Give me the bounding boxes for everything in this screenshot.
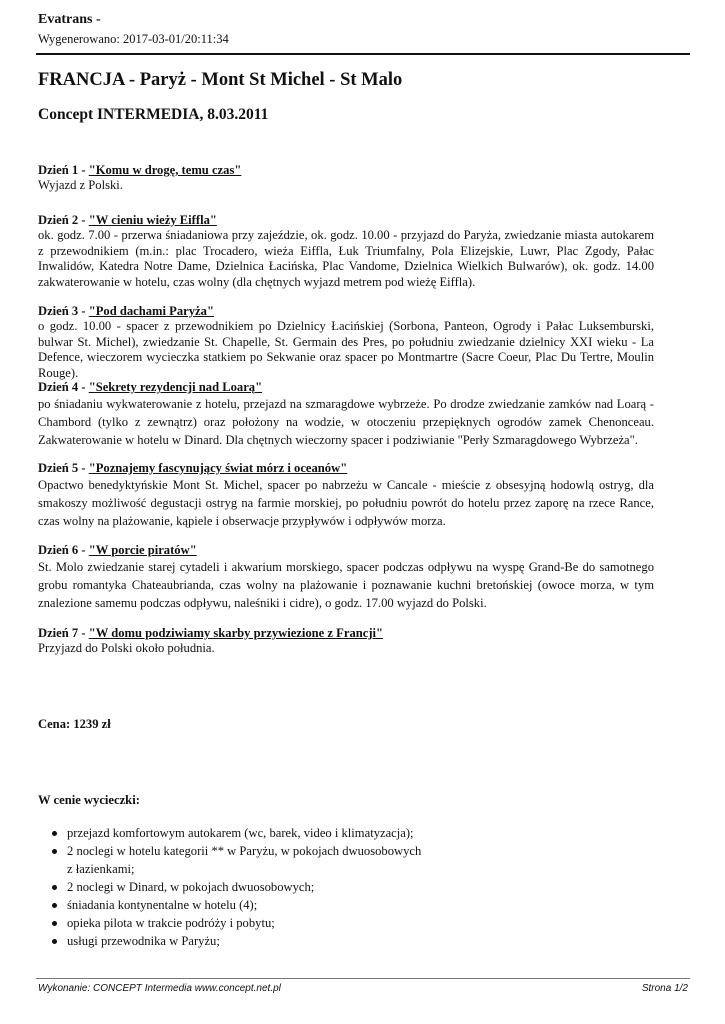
- list-item-text: śniadania kontynentalne w hotelu (4);: [67, 897, 258, 912]
- day-description: po śniadaniu wykwaterowanie z hotelu, przejazd na szmaragdowe wybrzeże. Po drodze zwiedzanie zamków nad Loarą - Chambord (tylko z zewnątrz) oraz położony na wodzie, w otoczeniu przepięknych ogrodów zamek Chenonceau. Zakwaterowanie w hotelu w Dinard. Dla chętnych wieczorny spacer i podziwianie "Perły Szmaragdowego Wybrzeża".: [38, 397, 654, 448]
- footer-credit: Wykonanie: CONCEPT Intermedia www.concept.net.pl: [38, 983, 281, 994]
- day-heading: [38, 461, 654, 476]
- day-label: Dzień 7 -: [38, 626, 89, 640]
- list-item: [50, 933, 430, 951]
- day-description: Wyjazd z Polski.: [38, 178, 123, 193]
- day-7-section: [38, 626, 654, 657]
- price: Cena: 1239 zł: [38, 717, 111, 731]
- day-heading: [38, 163, 654, 178]
- day-4-section: [38, 380, 654, 449]
- footer-divider: [36, 978, 690, 979]
- day-name: "W porcie piratów": [88, 543, 197, 557]
- bullet-icon: [52, 885, 57, 890]
- day-2-section: [38, 213, 654, 290]
- day-name: "Komu w drogę, temu czas": [88, 163, 242, 177]
- day-heading: [38, 380, 654, 395]
- day-heading: [38, 213, 654, 228]
- day-heading: [38, 626, 654, 641]
- bullet-icon: [52, 939, 57, 944]
- day-description: St. Molo zwiedzanie starej cytadeli i akwarium morskiego, spacer podczas odpływu na wyspę Grand-Be do samotnego grobu romantyka Chateaubrianda, czas wolny na plażowanie i poznawanie kuchni bretońskiej (owoce morza, w tym znalezione samemu podczas odpływu, naleśniki i cidre), o godz. 17.00 wyjazd do Polski.: [38, 560, 654, 611]
- bullet-icon: [52, 921, 57, 926]
- day-label: Dzień 3 -: [38, 304, 89, 318]
- day-label: Dzień 4 -: [38, 380, 89, 394]
- day-description: o godz. 10.00 - spacer z przewodnikiem po Dzielnicy Łacińskiej (Sorbona, Panteon, Ogrody i Pałac Luksemburski, bulwar St. Michel), zwiedzanie St. Chapelle, St. Germain des Pres, po południu zwiedzanie dzielnicy XXI wieku - La Defence, wieczorem wycieczka statkiem po Sekwanie oraz spacer po Montmartre (Sacre Coeur, Plac Du Tertre, Moulin Rouge).: [38, 319, 654, 380]
- day-label: Dzień 6 -: [38, 543, 89, 557]
- header-divider: [36, 53, 690, 55]
- day-heading: [38, 543, 654, 558]
- day-label: Dzień 5 -: [38, 461, 89, 475]
- list-item-text: 2 noclegi w Dinard, w pokojach dwuosobowych;: [67, 879, 315, 894]
- day-label: Dzień 2 -: [38, 213, 89, 227]
- company-name: Evatrans -: [38, 12, 101, 27]
- day-3-section: [38, 304, 654, 381]
- list-item: [50, 915, 430, 933]
- list-item: [50, 897, 430, 915]
- bullet-icon: [52, 831, 57, 836]
- day-1-section: [38, 163, 654, 194]
- page-subtitle: Concept INTERMEDIA, 8.03.2011: [38, 106, 269, 123]
- list-item-text: usługi przewodnika w Paryżu;: [67, 933, 220, 948]
- day-name: "Sekrety rezydencji nad Loarą": [88, 380, 263, 394]
- list-item-text: przejazd komfortowym autokarem (wc, barek, video i klimatyzacja);: [67, 826, 414, 840]
- list-item: [50, 843, 430, 878]
- day-label: Dzień 1 -: [38, 163, 89, 177]
- bullet-icon: [52, 849, 57, 854]
- includes-heading: W cenie wycieczki:: [38, 793, 140, 807]
- bullet-icon: [52, 903, 57, 908]
- day-name: "Poznajemy fascynujący świat mórz i oceanów": [88, 461, 348, 475]
- day-heading: [38, 304, 654, 319]
- day-name: "W cieniu wieży Eiffla": [88, 213, 217, 227]
- day-description: Przyjazd do Polski około południa.: [38, 641, 215, 656]
- page-number: Strona 1/2: [641, 983, 688, 994]
- list-item: [50, 879, 430, 897]
- list-item-text: 2 noclegi w hotelu kategorii ** w Paryżu, w pokojach dwuosobowych z łazienkami;: [67, 844, 422, 876]
- day-name: "W domu podziwiamy skarby przywiezione z Francji": [88, 626, 384, 640]
- list-item-text: opieka pilota w trakcie podróży i pobytu;: [67, 915, 275, 930]
- day-name: "Pod dachami Paryża": [88, 304, 214, 318]
- day-5-section: [38, 461, 654, 530]
- day-6-section: [38, 543, 654, 612]
- list-item: [50, 825, 430, 843]
- includes-list: [50, 825, 430, 951]
- day-description: ok. godz. 7.00 - przerwa śniadaniowa przy zajeździe, ok. godz. 10.00 - przyjazd do Paryża, zwiedzanie miasta autokarem z przewodnikiem (m.in.: plac Trocadero, wieża Eiffla, Łuk Triumfalny, Pola Elizejskie, Luwr, Plac Zgody, Pałac Inwalidów, Katedra Notre Dame, Dzielnica Łacińska, Plac Vandome, Dzielnica Wielkich Bulwarów), ok. godz. 14.00 zakwaterowanie w hotelu, czas wolny (dla chętnych wyjazd metrem pod wieżę Eiffla).: [38, 228, 654, 289]
- page-title: FRANCJA - Paryż - Mont St Michel - St Malo: [38, 70, 403, 90]
- day-description: Opactwo benedyktyńskie Mont St. Michel, spacer po nabrzeżu w Cancale - mieście z obsesyjną hodowlą ostryg, dla smakoszy możliwość degustacji ostryg na farmie morskiej, po południu powrót do hotelu przez zaporę na rzece Rance, czas wolny na plażowanie, kąpiele i obserwacje przypływów i odpływów morza.: [38, 478, 654, 529]
- generated-timestamp: Wygenerowano: 2017-03-01/20:11:34: [38, 32, 229, 46]
